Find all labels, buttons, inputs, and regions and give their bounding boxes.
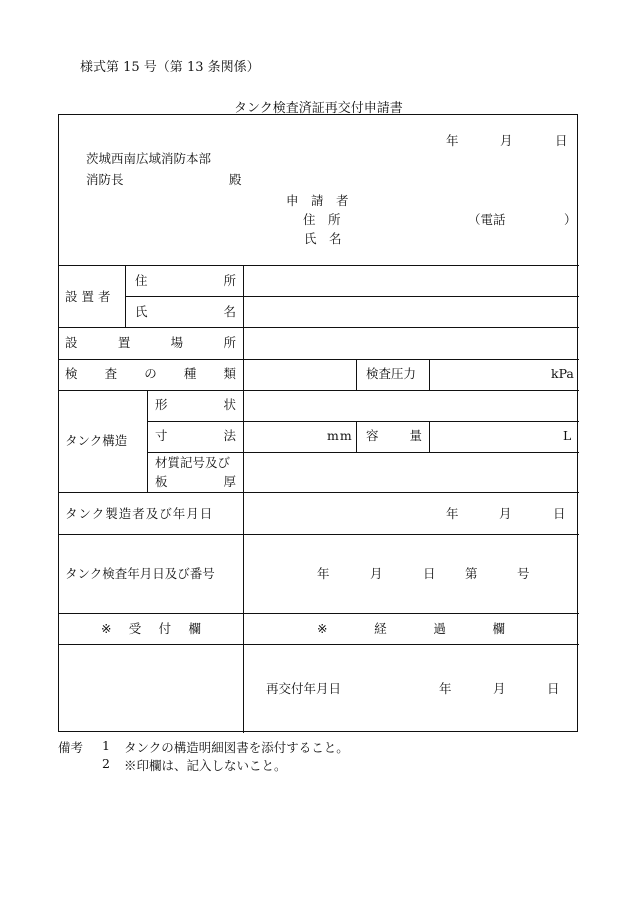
inspection-type-label: 検 査 の 種 類 [65, 366, 236, 381]
date-month-label: 月 [500, 133, 513, 148]
pressure-unit: kPa [551, 366, 574, 381]
material-field[interactable] [245, 454, 577, 490]
reception-area [61, 646, 241, 730]
recipient-org: 茨城西南広域消防本部 [86, 151, 212, 166]
material-label-line1: 材質記号及び [155, 455, 231, 470]
manufacturer-day: 日 [553, 506, 566, 521]
inspection-record-number-prefix: 第 [465, 566, 478, 581]
note-text: ※印欄は、記入しないこと。 [124, 758, 287, 773]
capacity-label: 容 量 [366, 428, 422, 443]
installer-name-label: 氏 名 [135, 304, 236, 319]
phone-label: （電話 [468, 212, 506, 227]
shape-field[interactable] [245, 392, 577, 420]
honorific: 殿 [229, 172, 242, 187]
note-text: タンクの構造明細図書を添付すること。 [124, 740, 349, 755]
reception-column-header: ※ 受 付 欄 [101, 621, 201, 636]
inspection-record-year: 年 [317, 566, 330, 581]
recipient-title: 消防長 [86, 172, 124, 187]
installer-address-label: 住 所 [135, 273, 236, 288]
location-field[interactable] [245, 329, 577, 357]
manufacturer-month: 月 [499, 506, 512, 521]
reissue-day: 日 [547, 681, 560, 696]
date-year-label: 年 [446, 133, 459, 148]
tank-structure-label: タンク構造 [65, 433, 128, 448]
phone-close: ） [564, 212, 577, 227]
inspection-record-month: 月 [370, 566, 383, 581]
inspection-pressure-label: 検査圧力 [366, 366, 417, 381]
progress-column-header: ※ 経 過 欄 [317, 621, 505, 636]
capacity-unit: L [563, 428, 572, 443]
notes-heading: 備考 [58, 740, 84, 755]
inspection-record-number-suffix: 号 [517, 566, 530, 581]
manufacturer-year: 年 [446, 506, 459, 521]
installer-address-field[interactable] [245, 267, 577, 295]
inspection-record-label: タンク検査年月日及び番号 [65, 566, 215, 581]
thickness-label: 板 厚 [155, 474, 236, 489]
form-title: タンク検査済証再交付申請書 [234, 101, 403, 116]
form-number: 様式第 15 号（第 13 条関係） [80, 60, 260, 75]
installer-label: 設 置 者 [65, 289, 111, 304]
application-form [58, 114, 578, 732]
location-label: 設 置 場 所 [65, 335, 236, 350]
inspection-type-field[interactable] [245, 361, 354, 389]
applicant-label: 申 請 者 [286, 193, 349, 208]
reissue-year: 年 [439, 681, 452, 696]
note-number: 1 [102, 738, 110, 753]
reissue-month: 月 [493, 681, 506, 696]
dimension-unit: mm [327, 428, 353, 443]
note-number: 2 [102, 756, 110, 771]
shape-label: 形 状 [155, 397, 236, 412]
applicant-address-label: 住 所 [303, 212, 341, 227]
manufacturer-label: タンク製造者及び年月日 [65, 506, 214, 521]
inspection-record-day: 日 [423, 566, 436, 581]
reissue-date-label: 再交付年月日 [266, 681, 342, 696]
dimension-label: 寸 法 [155, 428, 236, 443]
applicant-name-label: 氏 名 [304, 231, 342, 246]
installer-name-field[interactable] [245, 298, 577, 326]
date-day-label: 日 [555, 133, 568, 148]
